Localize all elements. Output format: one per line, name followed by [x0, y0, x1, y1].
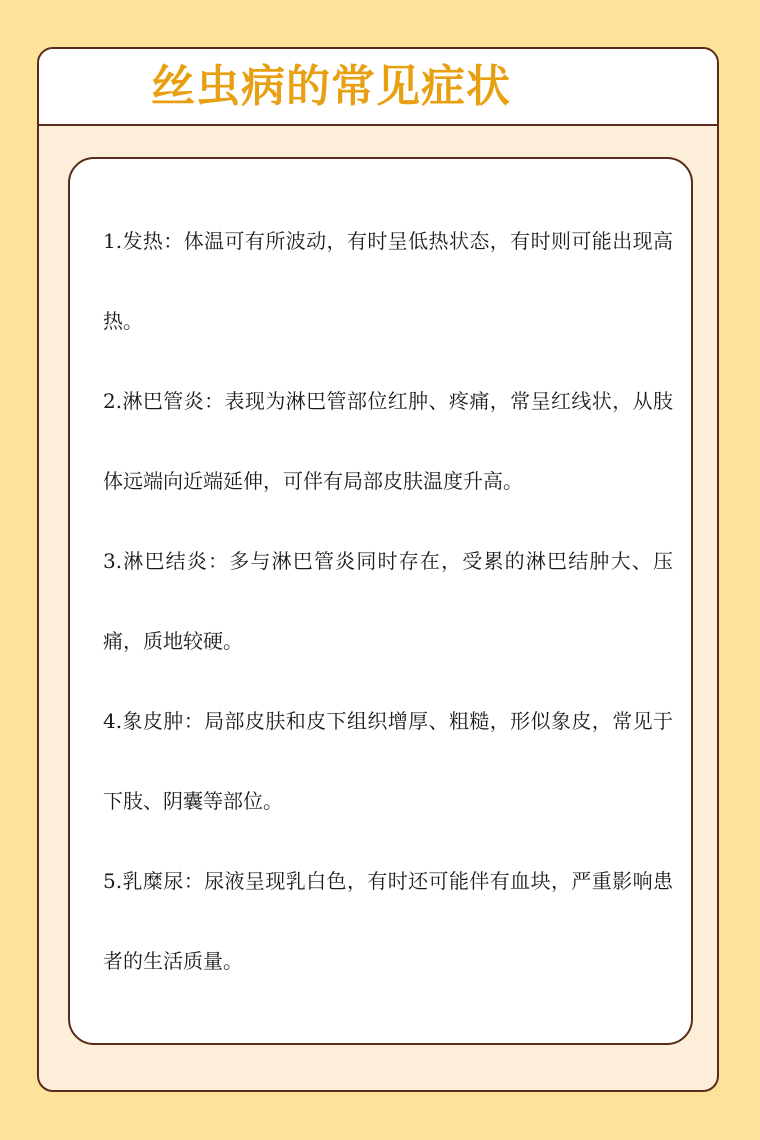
item-number: 5.: [103, 869, 123, 893]
item-text: 淋巴结炎：多与淋巴管炎同时存在，受累的淋巴结肿大、压痛，质地较硬。: [103, 549, 673, 653]
list-item: [103, 681, 673, 841]
header-bar: [39, 49, 717, 126]
item-number: 1.: [103, 229, 123, 253]
list-item: [103, 201, 673, 361]
item-text: 发热：体温可有所波动，有时呈低热状态，有时则可能出现高热。: [103, 229, 673, 333]
item-text: 乳糜尿：尿液呈现乳白色，有时还可能伴有血块，严重影响患者的生活质量。: [103, 869, 673, 973]
list-item: [103, 521, 673, 681]
page-title: 丝虫病的常见症状: [151, 61, 511, 112]
list-item: [103, 361, 673, 521]
list-item: [103, 841, 673, 1001]
item-number: 3.: [103, 549, 123, 573]
content-panel: [68, 157, 693, 1045]
item-text: 淋巴管炎：表现为淋巴管部位红肿、疼痛，常呈红线状，从肢体远端向近端延伸，可伴有局部皮肤温度升高。: [103, 389, 673, 493]
item-number: 2.: [103, 389, 123, 413]
item-text: 象皮肿：局部皮肤和皮下组织增厚、粗糙，形似象皮，常见于下肢、阴囊等部位。: [103, 709, 673, 813]
symptom-list: [103, 201, 673, 1001]
item-number: 4.: [103, 709, 123, 733]
